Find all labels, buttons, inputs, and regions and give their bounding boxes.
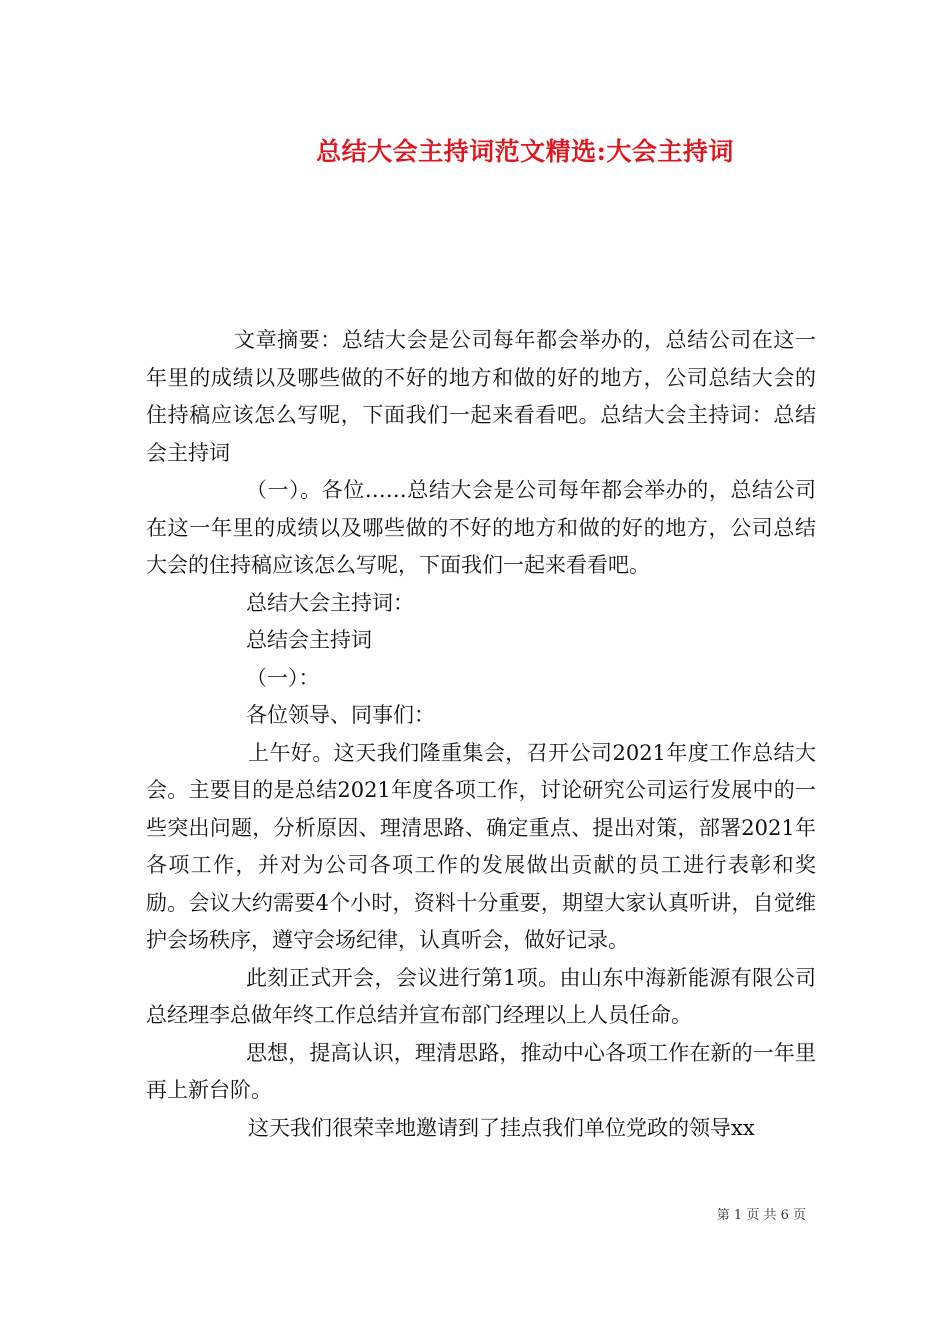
document-body xyxy=(146,322,816,1147)
page-number-footer: 第 1 页 共 6 页 xyxy=(716,1208,806,1223)
paragraph-heading-summary-host: 总结会主持词 xyxy=(246,628,372,652)
paragraph-section-one: （一）： xyxy=(246,665,320,690)
document-title: 总结大会主持词范文精选:大会主持词 xyxy=(316,137,734,166)
paragraph-greeting: 各位领导、同事们： xyxy=(246,703,435,727)
paragraph-heading-host-words: 总结大会主持词： xyxy=(246,590,414,615)
paragraph-guests: 这天我们很荣幸地邀请到了挂点我们单位党政的领导xx xyxy=(248,1115,755,1140)
paragraph-intro: （一）。各位……总结大会是公司每年都会举办的，总结公司在这一年里的成绩以及哪些做的不好的地方和做的好的地方，公司总结大会的住持稿应该怎么写呢，下面我们一起来看看吧。 xyxy=(146,478,816,577)
paragraph-abstract: 文章摘要：总结大会是公司每年都会举办的，总结公司在这一年里的成绩以及哪些做的不好的地方和做的好的地方，公司总结大会的住持稿应该怎么写呢，下面我们一起来看看吧。总结大会主持词：总结会主持词 xyxy=(146,328,816,465)
paragraph-opening: 上午好。这天我们隆重集会，召开公司2021年度工作总结大会。主要目的是总结2021年度各项工作，讨论研究公司运行发展中的一些突出问题，分析原因、理清思路、确定重点、提出对策，部署2021年各项工作，并对为公司各项工作的发展做出贡献的员工进行表彰和奖励。会议大约需要4个小时，资料十分重要，期望大家认真听讲，自觉维护会场秩序，遵守会场纪律，认真听会，做好记录。 xyxy=(146,740,816,952)
paragraph-thinking: 思想，提高认识，理清思路，推动中心各项工作在新的一年里再上新台阶。 xyxy=(146,1040,816,1102)
paragraph-agenda-one: 此刻正式开会，会议进行第1项。由山东中海新能源有限公司总经理李总做年终工作总结并宣布部门经理以上人员任命。 xyxy=(146,965,816,1027)
